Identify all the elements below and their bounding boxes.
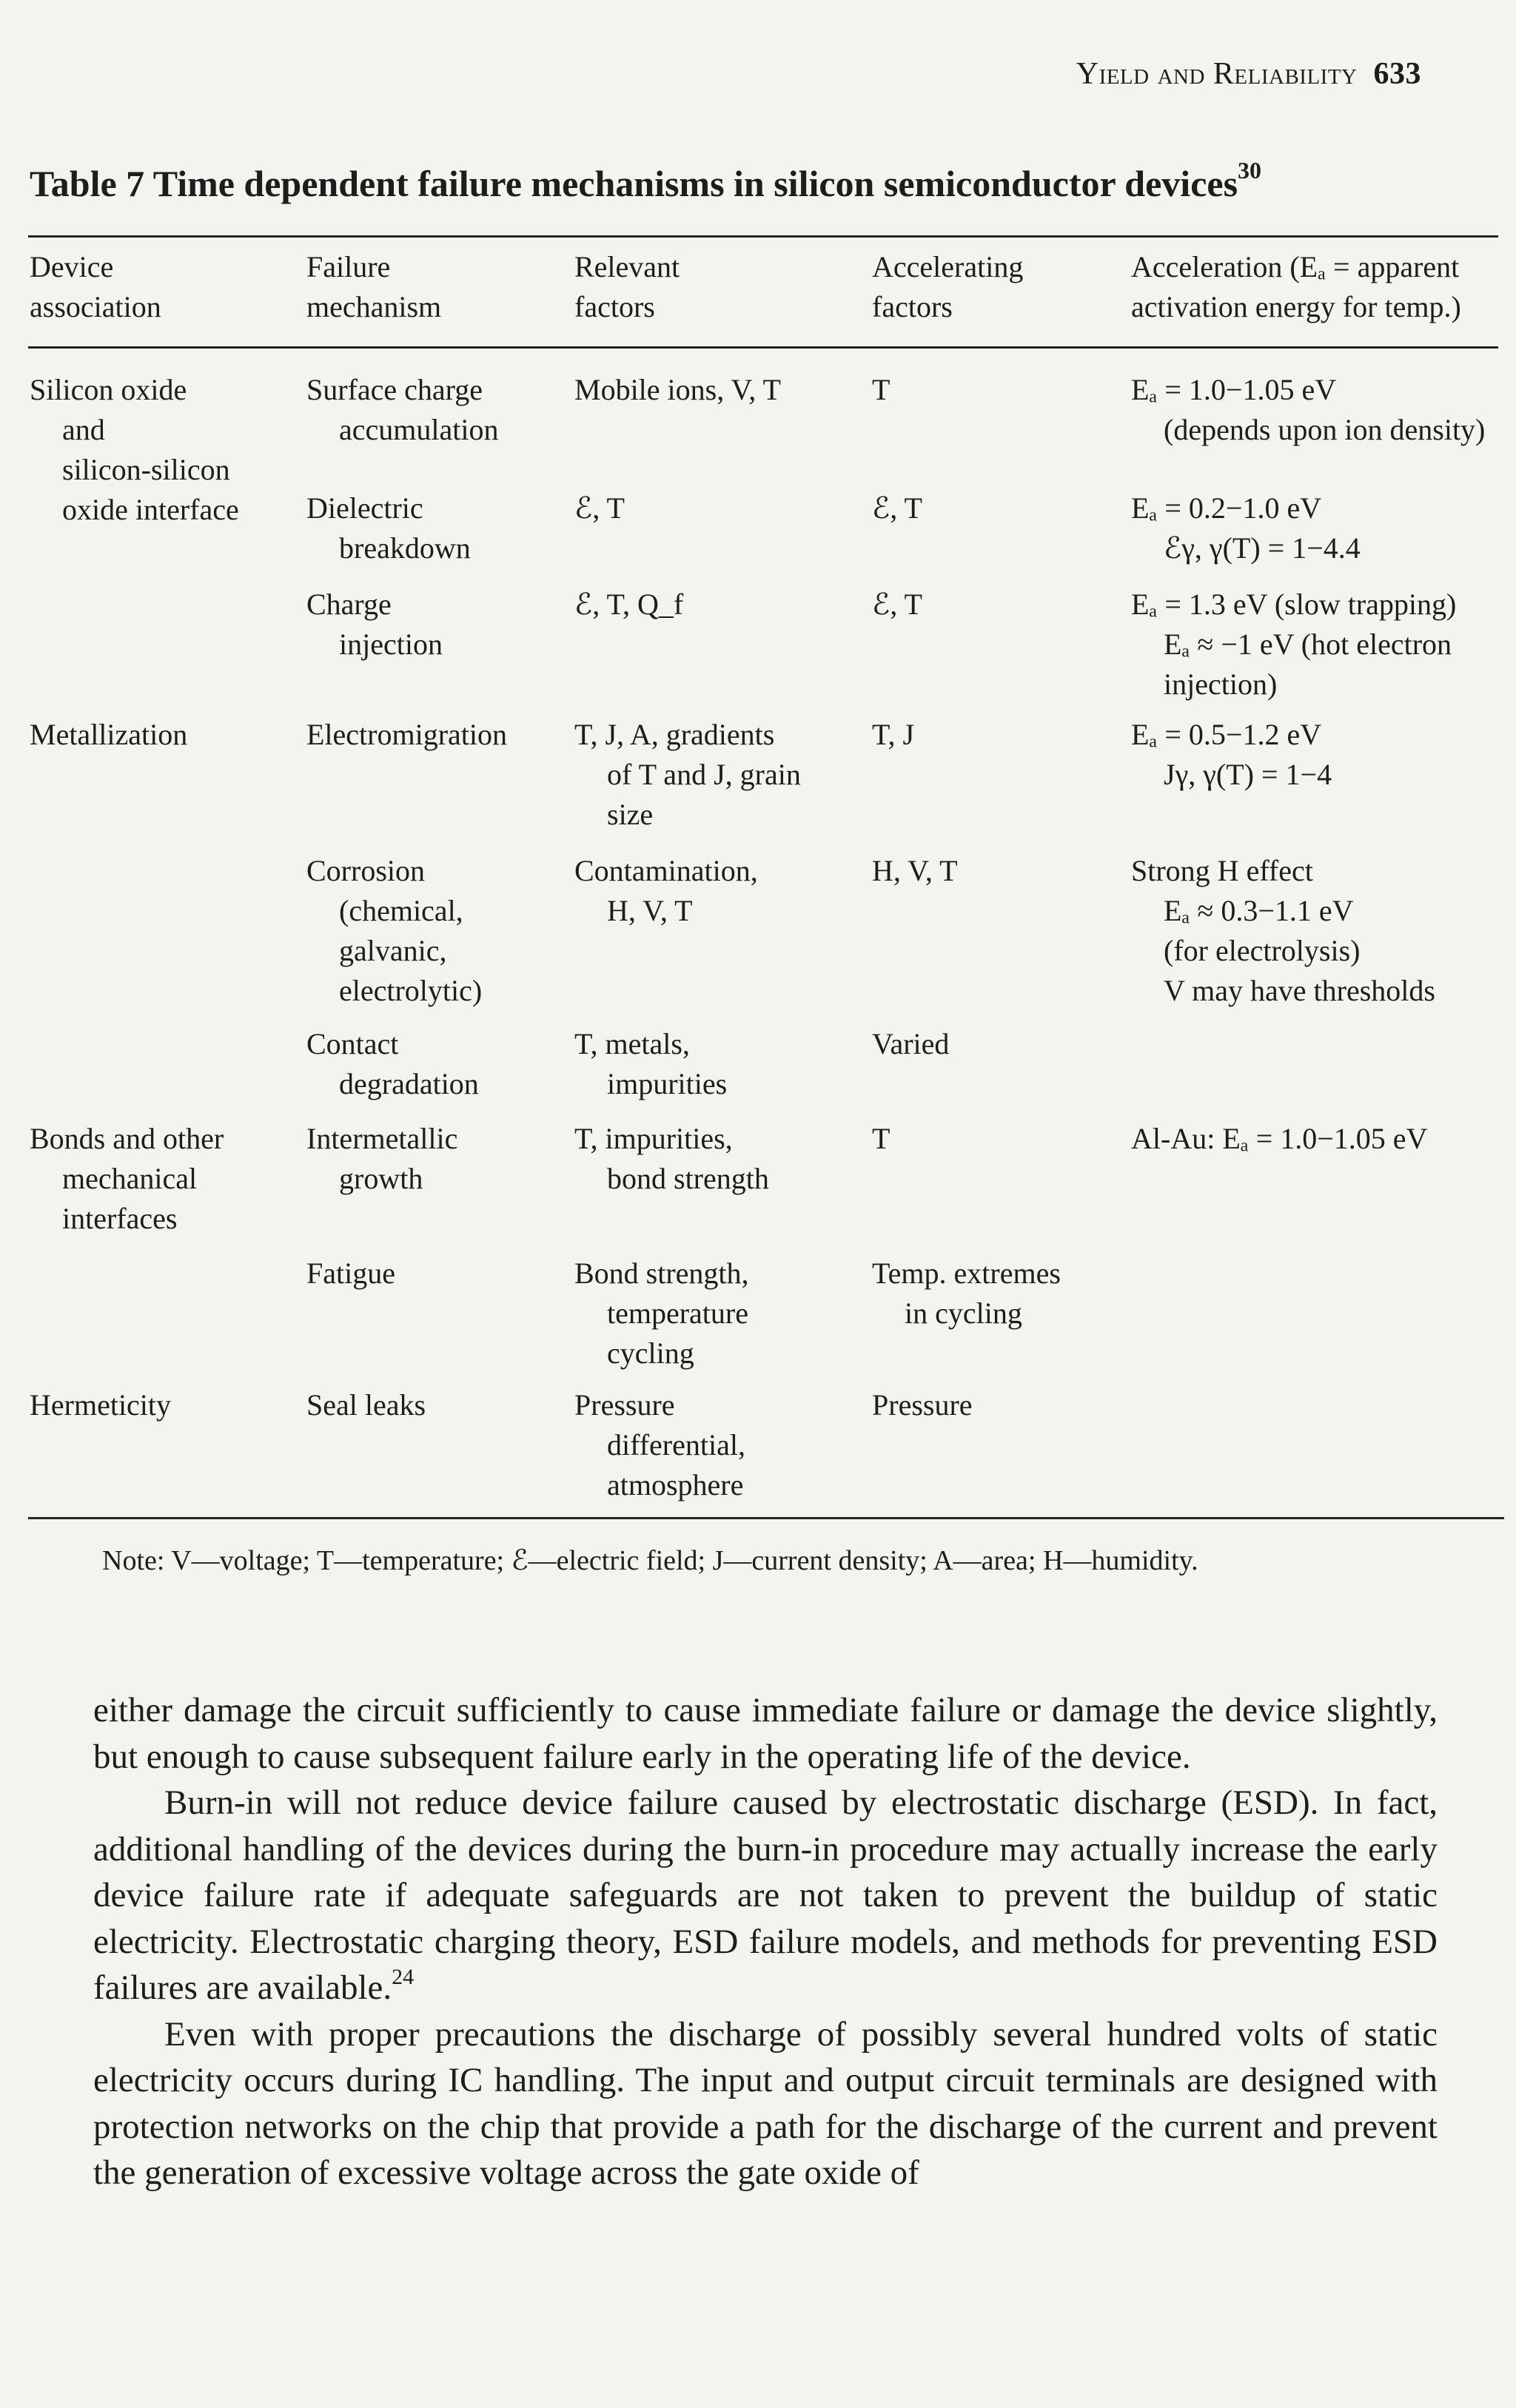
table-cell-relevant-line: H, V, T: [607, 894, 693, 927]
table-cell-relevant: [574, 370, 781, 410]
table-cell-device: [30, 370, 239, 530]
table-cell-acceleration-line: Strong H effect: [1131, 854, 1313, 887]
table-cell-mechanism: [306, 370, 498, 450]
table-cell-mechanism: [306, 851, 482, 1011]
column-header-line: Relevant: [574, 250, 680, 283]
table-cell-mechanism-line: injection: [339, 628, 443, 661]
table-cell-accelerating: [872, 1119, 890, 1159]
table-cell-device-line: Silicon oxide: [30, 373, 187, 406]
table-cell-relevant-line: T, impurities,: [574, 1122, 733, 1155]
table-cell-acceleration-line: Eₐ = 0.5−1.2 eV: [1131, 718, 1322, 751]
table-cell-mechanism: [306, 488, 471, 568]
table-cell-mechanism-line: galvanic,: [339, 934, 447, 967]
table-cell-relevant-line: ℰ, T: [574, 491, 625, 525]
column-header-line: factors: [872, 290, 953, 323]
table-cell-mechanism-line: electrolytic): [339, 974, 483, 1007]
table-cell-relevant-line: bond strength: [607, 1162, 769, 1195]
table-cell-mechanism-line: Contact: [306, 1027, 399, 1060]
table-cell-mechanism: [306, 1024, 479, 1104]
table-cell-relevant-line: cycling: [607, 1336, 694, 1370]
table-cell-relevant-line: impurities: [607, 1067, 728, 1100]
table-cell-relevant-line: temperature: [607, 1297, 748, 1330]
column-header: [574, 247, 680, 327]
paragraph-2: [93, 1780, 1438, 2011]
table-cell-device-line: interfaces: [62, 1202, 178, 1235]
column-header-line: association: [30, 290, 161, 323]
table-cell-mechanism-line: Seal leaks: [306, 1388, 426, 1422]
column-header-line: Accelerating: [872, 250, 1024, 283]
table-cell-relevant: [574, 585, 683, 625]
table-cell-accelerating-line: ℰ, T: [872, 491, 922, 525]
table-cell-acceleration-line: Jγ, γ(T) = 1−4: [1164, 758, 1332, 791]
table-cell-accelerating-line: ℰ, T: [872, 588, 922, 621]
table-cell-acceleration: [1131, 851, 1435, 1011]
table-cell-mechanism-line: Dielectric: [306, 491, 423, 525]
table-cell-relevant-line: of T and J, grain: [607, 758, 801, 791]
table-cell-relevant: [574, 851, 758, 931]
table-title-text: Table 7 Time dependent failure mechanisms in silicon semiconductor devices: [30, 163, 1238, 204]
table-cell-acceleration-line: V may have thresholds: [1164, 974, 1435, 1007]
table-cell-acceleration: [1131, 1119, 1427, 1159]
table-note: Note: V—voltage; T—temperature; ℰ—electric field; J—current density; A—area; H—humidity.: [102, 1545, 1198, 1576]
table-cell-accelerating: [872, 585, 922, 625]
table-cell-acceleration: [1131, 585, 1456, 704]
table-cell-mechanism-line: degradation: [339, 1067, 479, 1100]
table-cell-relevant-line: Mobile ions, V, T: [574, 373, 781, 406]
table-cell-accelerating: [872, 1254, 1061, 1334]
table-cell-acceleration-line: Eₐ = 1.0−1.05 eV: [1131, 373, 1337, 406]
table-cell-mechanism-line: Charge: [306, 588, 392, 621]
paragraph-1: either damage the circuit sufficiently to cause immediate failure or damage the device slightly, but enough to cause subsequent failure early in the operating life of the device.: [93, 1691, 1438, 1776]
table-cell-mechanism-line: Fatigue: [306, 1257, 395, 1290]
column-header-line: activation energy for temp.): [1131, 290, 1461, 323]
table-cell-acceleration-line: injection): [1164, 667, 1278, 701]
table-cell-relevant: [574, 1024, 727, 1104]
table-cell-accelerating-line: Varied: [872, 1027, 950, 1060]
table-cell-acceleration-line: Eₐ ≈ −1 eV (hot electron: [1164, 628, 1452, 661]
table-cell-acceleration-line: (for electrolysis): [1164, 934, 1361, 967]
table-cell-relevant: [574, 1385, 745, 1505]
table-cell-relevant: [574, 1119, 769, 1199]
table-title: [30, 157, 1261, 205]
column-header: [306, 247, 441, 327]
table-cell-accelerating-line: H, V, T: [872, 854, 958, 887]
table-cell-acceleration-line: Eₐ = 1.3 eV (slow trapping): [1131, 588, 1457, 621]
table-cell-device: [30, 1119, 224, 1239]
table-cell-accelerating: [872, 1385, 973, 1425]
column-header-line: Failure: [306, 250, 391, 283]
table-cell-acceleration: [1131, 715, 1332, 795]
table-cell-relevant-line: differential,: [607, 1428, 745, 1462]
table-cell-accelerating-line: Pressure: [872, 1388, 973, 1422]
table-cell-accelerating-line: T: [872, 1122, 891, 1155]
table-cell-relevant-line: Pressure: [574, 1388, 675, 1422]
table-cell-mechanism-line: growth: [339, 1162, 423, 1195]
table-top-rule: [28, 235, 1498, 238]
table-cell-relevant: [574, 488, 625, 528]
paragraph-2-ref: 24: [392, 1965, 415, 1989]
table-cell-mechanism-line: Corrosion: [306, 854, 425, 887]
table-header-rule: [28, 346, 1498, 349]
table-cell-relevant-line: atmosphere: [607, 1468, 744, 1501]
table-cell-mechanism: [306, 1254, 395, 1294]
column-header-line: factors: [574, 290, 655, 323]
table-cell-device-line: Bonds and other: [30, 1122, 224, 1155]
table-cell-accelerating-line: T: [872, 373, 891, 406]
column-header-line: Device: [30, 250, 114, 283]
table-cell-device-line: and: [62, 413, 105, 446]
running-head-title: Yield and Reliability: [1076, 57, 1358, 91]
body-text: [93, 1687, 1438, 2196]
table-cell-acceleration-line: ℰγ, γ(T) = 1−4.4: [1164, 531, 1361, 565]
table-cell-device-line: silicon-silicon: [62, 453, 230, 486]
table-cell-mechanism: [306, 715, 507, 755]
table-cell-accelerating-line: T, J: [872, 718, 915, 751]
table-bottom-rule: [28, 1517, 1504, 1519]
table-cell-device-line: oxide interface: [62, 493, 239, 526]
column-header: [872, 247, 1023, 327]
table-cell-device-line: mechanical: [62, 1162, 198, 1195]
table-cell-device-line: Metallization: [30, 718, 188, 751]
table-cell-mechanism-line: Electromigration: [306, 718, 508, 751]
table-cell-mechanism: [306, 1385, 426, 1425]
table-cell-accelerating: [872, 488, 922, 528]
table-cell-accelerating: [872, 1024, 949, 1064]
table-cell-device: [30, 715, 187, 755]
table-cell-relevant: [574, 715, 801, 835]
table-cell-acceleration-line: (depends upon ion density): [1164, 413, 1486, 446]
table-cell-mechanism-line: breakdown: [339, 531, 471, 565]
table-cell-accelerating: [872, 370, 890, 410]
paragraph-3: Even with proper precautions the discharge of possibly several hundred volts of static electricity occurs during IC handling. The input and output circuit terminals are designed with protection networks on the chip that provide a path for the discharge of the current and prevent the generation of excessive voltage across the gate oxide of: [93, 2014, 1438, 2192]
column-header-line: mechanism: [306, 290, 442, 323]
table-cell-mechanism: [306, 1119, 457, 1199]
table-cell-relevant-line: T, metals,: [574, 1027, 690, 1060]
table-cell-device: [30, 1385, 171, 1425]
table-cell-mechanism: [306, 585, 443, 665]
paragraph-2-text: Burn-in will not reduce device failure caused by electrostatic discharge (ESD). In fact, additional handling of the devices during the burn-in procedure may actually increase the early device failure rate if adequate safeguards are not taken to prevent the buildup of static electricity. Electrostatic charging theory, ESD failure models, and methods for preventing ESD failures are available.: [93, 1783, 1438, 2007]
table-cell-relevant-line: Bond strength,: [574, 1257, 749, 1290]
table-cell-relevant-line: ℰ, T, Q_f: [574, 588, 684, 621]
table-cell-mechanism-line: accumulation: [339, 413, 499, 446]
table-cell-accelerating: [872, 715, 914, 755]
table-cell-acceleration: [1131, 370, 1485, 450]
page-number: 633: [1373, 57, 1421, 91]
table-cell-acceleration-line: Eₐ ≈ 0.3−1.1 eV: [1164, 894, 1354, 927]
table-title-ref: 30: [1238, 157, 1262, 184]
table-cell-mechanism-line: Intermetallic: [306, 1122, 458, 1155]
table-cell-accelerating-line: Temp. extremes: [872, 1257, 1061, 1290]
table-cell-acceleration-line: Eₐ = 0.2−1.0 eV: [1131, 491, 1322, 525]
table-cell-accelerating: [872, 851, 958, 891]
column-header: [30, 247, 161, 327]
table-cell-relevant-line: size: [607, 798, 654, 831]
table-cell-accelerating-line: in cycling: [905, 1297, 1022, 1330]
running-head: [1076, 56, 1421, 92]
column-header: [1131, 247, 1461, 327]
table-cell-acceleration-line: Al-Au: Eₐ = 1.0−1.05 eV: [1131, 1122, 1428, 1155]
table-cell-relevant-line: Contamination,: [574, 854, 758, 887]
table-cell-device-line: Hermeticity: [30, 1388, 172, 1422]
table-cell-relevant: [574, 1254, 749, 1373]
table-cell-relevant-line: T, J, A, gradients: [574, 718, 775, 751]
table-cell-mechanism-line: Surface charge: [306, 373, 483, 406]
table-cell-mechanism-line: (chemical,: [339, 894, 463, 927]
table-cell-acceleration: [1131, 488, 1361, 568]
column-header-line: Acceleration (Eₐ = apparent: [1131, 250, 1460, 283]
